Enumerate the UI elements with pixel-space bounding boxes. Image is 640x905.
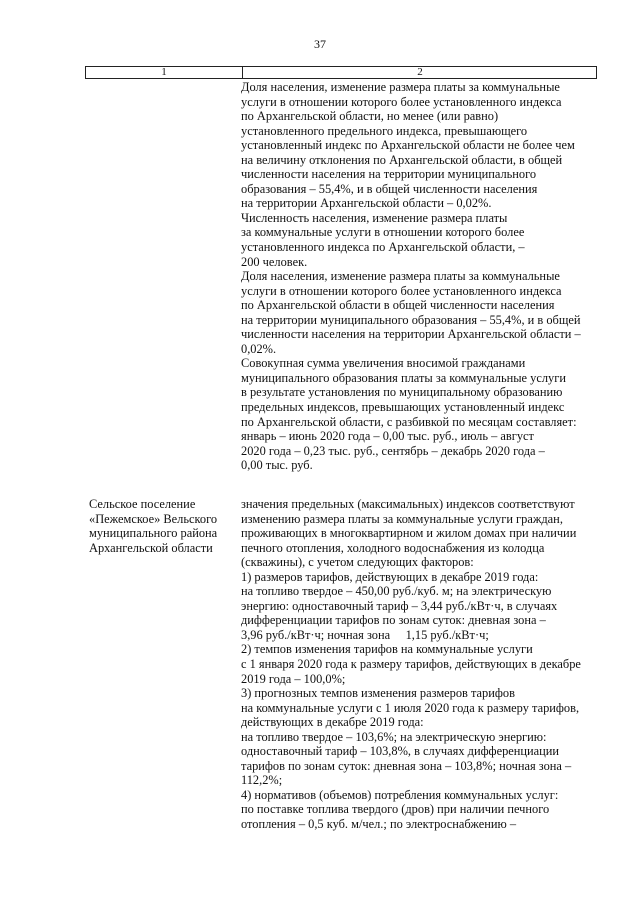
text-line: услуги в отношении которого более установленного индекса xyxy=(241,94,562,109)
text-line: (скважины), с учетом следующих факторов: xyxy=(241,555,474,570)
text-line: Совокупная сумма увеличения вносимой гражданами xyxy=(241,356,526,371)
text-line: тарифов по зонам суток: дневная зона – 103,8%; ночная зона – xyxy=(241,758,572,773)
text-line: установленного индекса по Архангельской области, – xyxy=(241,240,525,255)
text-line: проживающих в многоквартирном и жилом домах при наличии xyxy=(241,526,577,541)
text-line: изменению размера платы за коммунальные услуги граждан, xyxy=(241,511,563,526)
municipality-line: Сельское поселение xyxy=(89,497,196,511)
text-line: действующих в декабре 2019 года: xyxy=(241,715,424,730)
row2-description-cell xyxy=(241,497,601,832)
text-line: 2019 года – 100,0%; xyxy=(241,671,346,686)
text-line: образования – 55,4%, и в общей численности населения xyxy=(241,181,538,196)
page-number: 37 xyxy=(314,37,326,51)
text-line: в результате установления по муниципальному образованию xyxy=(241,385,563,400)
text-line: на топливо твердое – 103,6%; на электрическую энергию: xyxy=(241,729,547,744)
text-line: установленный индекс по Архангельской области не более чем xyxy=(241,138,575,153)
text-line: предельных индексов, превышающих установленный индекс xyxy=(241,400,565,415)
text-line: численности населения на территории муниципального xyxy=(241,167,537,182)
table-header-col2: 2 xyxy=(417,66,423,78)
text-line: на топливо твердое – 450,00 руб./куб. м; на электрическую xyxy=(241,584,552,599)
text-line: на коммунальные услуги с 1 июля 2020 года к размеру тарифов, xyxy=(241,700,580,715)
text-line: 2) темпов изменения тарифов на коммунальные услуги xyxy=(241,642,533,657)
text-line: с 1 января 2020 года к размеру тарифов, действующих в декабре xyxy=(241,657,581,672)
text-line: услуги в отношении которого более установленного индекса xyxy=(241,283,562,298)
text-line: 1) размеров тарифов, действующих в декабре 2019 года: xyxy=(241,569,539,584)
text-line: по Архангельской области, с разбивкой по месяцам составляет: xyxy=(241,414,577,429)
municipality-name-cell xyxy=(89,497,239,555)
text-line: численности населения на территории Архангельской области – xyxy=(241,327,581,342)
text-line: по поставке топлива твердого (дров) при наличии печного xyxy=(241,802,550,817)
text-line: печного отопления, холодного водоснабжения из колодца xyxy=(241,540,545,555)
table-header-row xyxy=(85,66,597,79)
text-line: одноставочный тариф – 103,8%, в случаях дифференциации xyxy=(241,744,560,759)
text-line: за коммунальные услуги в отношении которого более xyxy=(241,225,525,240)
municipality-line: «Пежемское» Вельского xyxy=(89,511,218,526)
text-line: 2020 года – 0,23 тыс. руб., сентябрь – декабрь 2020 года – xyxy=(241,443,545,458)
text-line: на территории муниципального образования – 55,4%, и в общей xyxy=(241,312,581,327)
text-line: энергию: одноставочный тариф – 3,44 руб./кВт·ч, в случаях xyxy=(241,598,558,613)
text-line: 0,00 тыс. руб. xyxy=(241,458,313,473)
municipality-line: муниципального района xyxy=(89,526,218,541)
text-line: 3) прогнозных темпов изменения размеров тарифов xyxy=(241,686,515,701)
text-line: на территории Архангельской области – 0,02%. xyxy=(241,196,492,211)
text-line: 4) нормативов (объемов) потребления коммунальных услуг: xyxy=(241,787,559,802)
text-line: 3,96 руб./кВт·ч; ночная зона 1,15 руб./кВт·ч; xyxy=(241,627,489,642)
row1-description-cell xyxy=(241,80,601,473)
text-line: по Архангельской области в общей численности населения xyxy=(241,298,555,313)
text-line: значения предельных (максимальных) индексов соответствуют xyxy=(241,497,575,511)
text-line: Доля населения, изменение размера платы за коммунальные xyxy=(241,269,560,284)
text-line: Доля населения, изменение размера платы за коммунальные xyxy=(241,80,560,94)
text-line: дифференциации тарифов по зонам суток: дневная зона – xyxy=(241,613,546,628)
text-line: по Архангельской области, но менее (или равно) xyxy=(241,109,499,124)
table-header-col1: 1 xyxy=(161,66,167,78)
municipality-line: Архангельской области xyxy=(89,540,213,555)
text-line: отопления – 0,5 куб. м/чел.; по электроснабжению – xyxy=(241,817,517,832)
text-line: установленного предельного индекса, превышающего xyxy=(241,123,528,138)
text-line: на величину отклонения по Архангельской области, в общей xyxy=(241,152,563,167)
text-line: январь – июнь 2020 года – 0,00 тыс. руб., июль – август xyxy=(241,429,534,444)
text-line: Численность населения, изменение размера платы xyxy=(241,210,508,225)
text-line: 112,2%; xyxy=(241,773,283,788)
text-line: 200 человек. xyxy=(241,254,308,269)
text-line: муниципального образования платы за коммунальные услуги xyxy=(241,370,566,385)
text-line: 0,02%. xyxy=(241,341,277,356)
